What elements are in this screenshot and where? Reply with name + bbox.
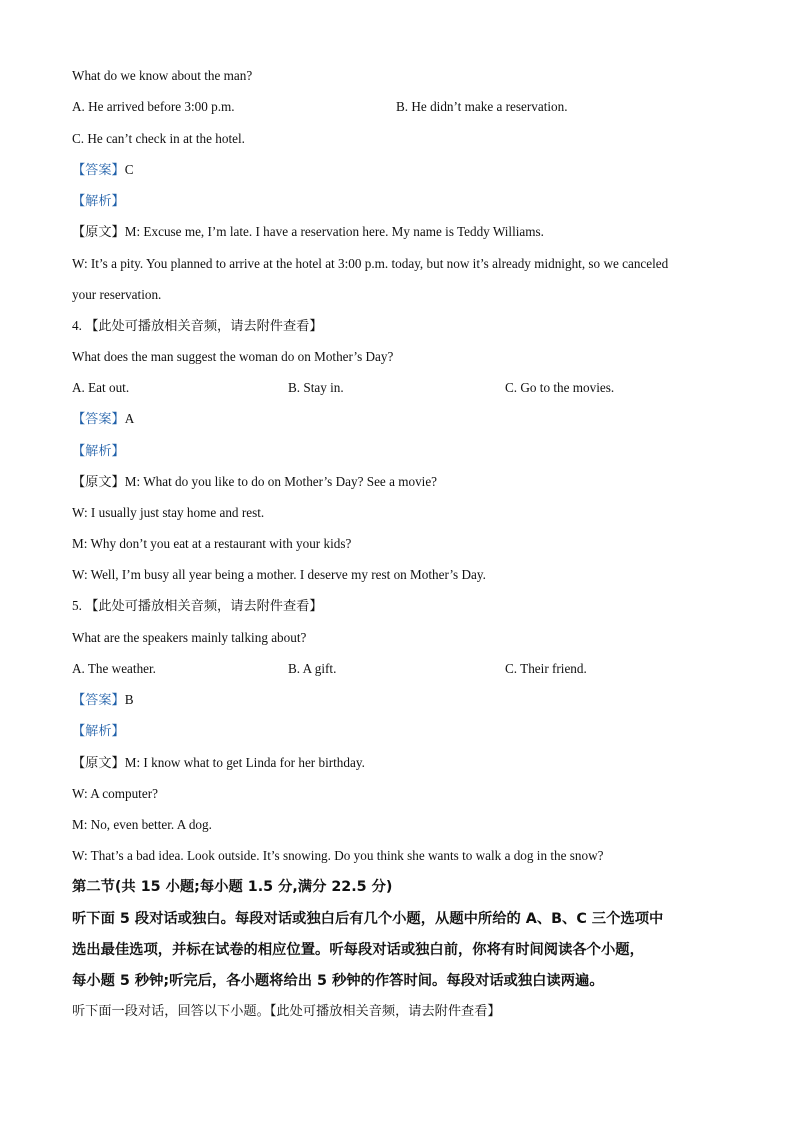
q5-option-c: C. Their friend. (505, 661, 587, 676)
q3-transcript-line2: W: It’s a pity. You planned to arrive at the hotel at 3:00 p.m. today, but now it’s already midnight, so we canceled (72, 256, 669, 271)
q5-transcript-line2: W: A computer? (72, 786, 158, 801)
q4-transcript-line3: M: Why don’t you eat at a restaurant with your kids? (72, 536, 352, 551)
section2-title: 第二节(共 15 小题;每小题 1.5 分,满分 22.5 分) (72, 879, 393, 895)
section2-instruction-line3: 每小题 5 秒钟;听完后，各小题将给出 5 秒钟的作答时间。每段对话或独白读两遍。 (72, 973, 604, 989)
q4-option-c: C. Go to the movies. (505, 380, 615, 395)
q4-transcript-line1 (72, 473, 437, 491)
section2-lead: 听下面一段对话，回答以下小题。【此处可播放相关音频，请去附件查看】 (72, 1004, 501, 1019)
transcript-text: M: Excuse me, I’m late. I have a reservation here. My name is Teddy Williams. (124, 224, 544, 239)
answer-tag: 【答案】 (72, 692, 125, 707)
q4-option-a: A. Eat out. (72, 380, 130, 395)
transcript-tag: 【原文】 (72, 755, 125, 770)
transcript-text: M: I know what to get Linda for her birthday. (124, 755, 365, 770)
q3-option-c: C. He can’t check in at the hotel. (72, 131, 245, 146)
answer-value: B (124, 692, 134, 707)
q5-header: 5. 【此处可播放相关音频，请去附件查看】 (72, 598, 323, 613)
q3-transcript-line1 (72, 223, 544, 241)
q5-answer (72, 691, 134, 709)
q5-transcript-line1 (72, 754, 365, 772)
transcript-tag: 【原文】 (72, 474, 125, 489)
q5-question: What are the speakers mainly talking about? (72, 630, 307, 645)
q3-analysis-tag: 【解析】 (72, 193, 125, 208)
q4-header: 4. 【此处可播放相关音频，请去附件查看】 (72, 318, 323, 333)
section2-instruction-line2: 选出最佳选项，并标在试卷的相应位置。听每段对话或独白前，你将有时间阅读各个小题， (72, 942, 644, 958)
answer-value: C (124, 162, 134, 177)
q3-answer (72, 161, 134, 179)
q5-transcript-line3: M: No, even better. A dog. (72, 817, 212, 832)
answer-tag: 【答案】 (72, 411, 125, 426)
q5-analysis-tag: 【解析】 (72, 723, 125, 738)
q4-answer (72, 410, 134, 428)
q4-transcript-line4: W: Well, I’m busy all year being a mother. I deserve my rest on Mother’s Day. (72, 567, 486, 582)
transcript-tag: 【原文】 (72, 224, 125, 239)
q3-option-a: A. He arrived before 3:00 p.m. (72, 99, 235, 114)
q4-analysis-tag: 【解析】 (72, 443, 125, 458)
q3-question: What do we know about the man? (72, 68, 253, 83)
q5-transcript-line4: W: That’s a bad idea. Look outside. It’s snowing. Do you think she wants to walk a dog in the snow? (72, 848, 604, 863)
q4-option-b: B. Stay in. (288, 380, 344, 395)
q5-option-b: B. A gift. (288, 661, 337, 676)
section2-instruction-line1: 听下面 5 段对话或独白。每段对话或独白后有几个小题，从题中所给的 A、B、C 三个选项中 (72, 911, 664, 927)
transcript-text: M: What do you like to do on Mother’s Day? See a movie? (124, 474, 438, 489)
answer-tag: 【答案】 (72, 162, 125, 177)
answer-value: A (124, 411, 135, 426)
q3-transcript-line2-cont: your reservation. (72, 287, 162, 302)
q5-option-a: A. The weather. (72, 661, 156, 676)
q4-question: What does the man suggest the woman do on Mother’s Day? (72, 349, 394, 364)
q3-option-b: B. He didn’t make a reservation. (396, 99, 568, 114)
q4-transcript-line2: W: I usually just stay home and rest. (72, 505, 265, 520)
